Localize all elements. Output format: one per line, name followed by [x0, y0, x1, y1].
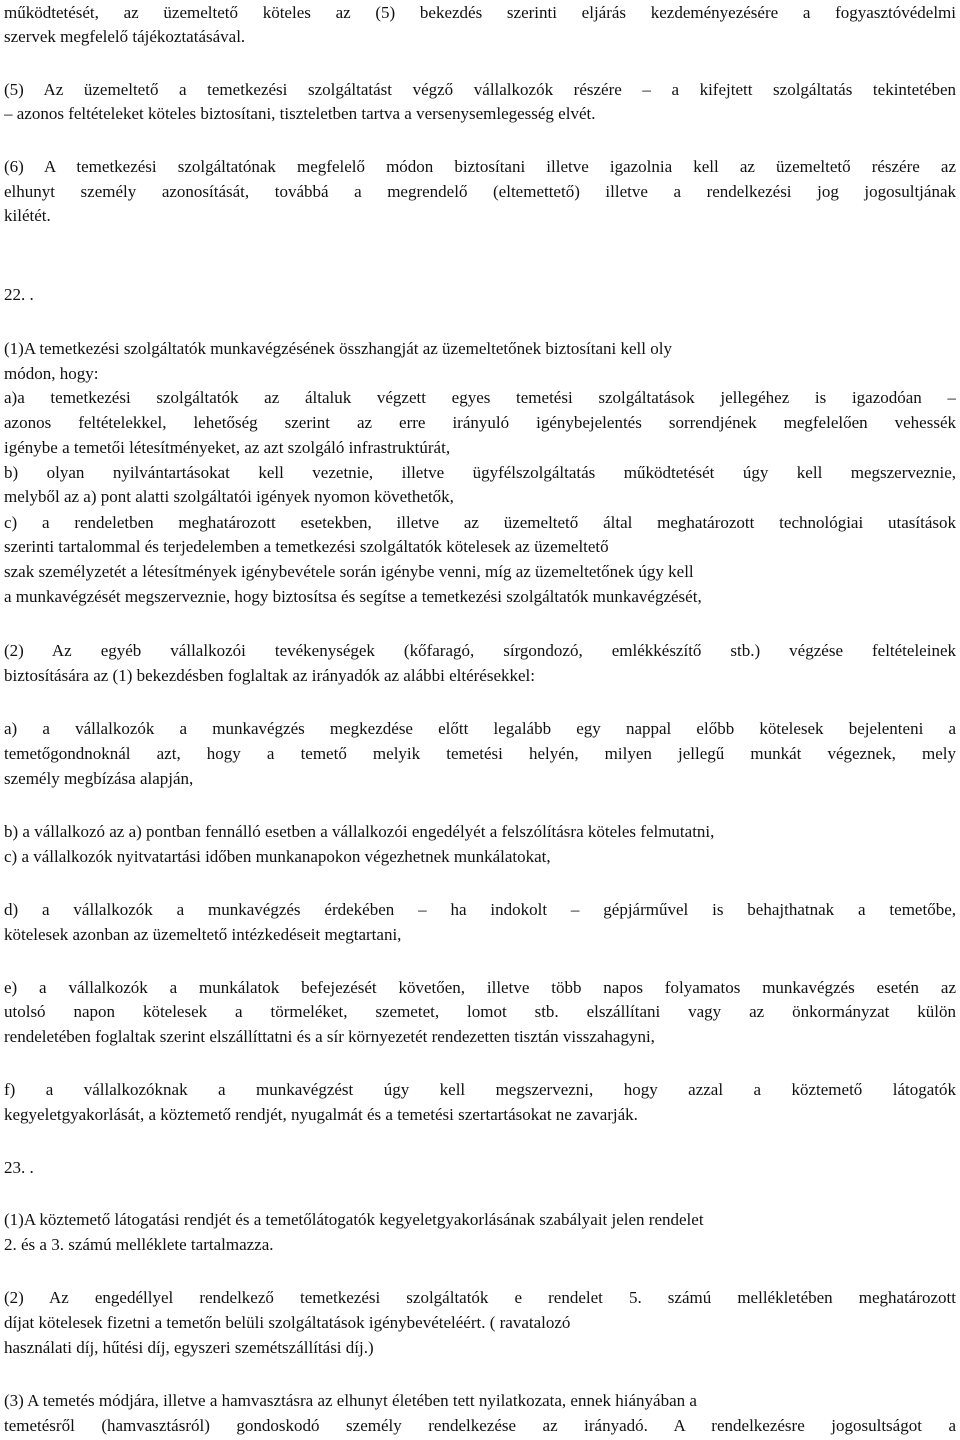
- text-line: biztosítására az (1) bekezdésben foglaltak az irányadók az alábbi eltérésekkel:: [4, 666, 535, 685]
- section-heading: 22. .: [4, 285, 34, 304]
- text-line: a)a temetkezési szolgáltatók az általuk végzett egyes temetési szolgáltatások jellegéhez is igazodóan ‒: [4, 388, 956, 407]
- text-line: b) a vállalkozó az a) pontban fennálló esetben a vállalkozói engedélyét a felszólításra köteles felmutatni,: [4, 822, 715, 841]
- text-line: rendeletében foglaltak szerint elszállíttatni és a sír környezetét rendezetten tisztán visszahagyni,: [4, 1027, 655, 1046]
- text-line: szervek megfelelő tájékoztatásával.: [4, 27, 246, 46]
- text-line: azonos feltételekkel, lehetőség szerint az erre irányuló igénybejelentés sorrendjének megfelelően vehessék: [4, 413, 956, 432]
- text-line: (2) Az engedéllyel rendelkező temetkezési szolgáltatók e rendelet 5. számú mellékletében meghatározott: [4, 1288, 956, 1307]
- text-line: (3) A temetés módjára, illetve a hamvasztásra az elhunyt életében tett nyilatkozata, ennek hiányában a: [4, 1391, 697, 1410]
- text-line: személy megbízása alapján,: [4, 769, 194, 788]
- text-line: f) a vállalkozóknak a munkavégzést úgy kell megszervezni, hogy azzal a köztemető látogatók: [4, 1080, 956, 1099]
- text-line: használati díj, hűtési díj, egyszeri szemétszállítási díj.): [4, 1338, 374, 1357]
- text-line: utolsó napon kötelesek a törmeléket, szemetet, lomot stb. elszállítani vagy az önkormányzat külön: [4, 1002, 956, 1021]
- text-line: b) olyan nyilvántartásokat kell vezetnie, illetve ügyfélszolgáltatás működtetését úgy kell megszerveznie,: [4, 463, 956, 482]
- text-line: kötelesek azonban az üzemeltető intézkedéseit megtartani,: [4, 925, 402, 944]
- text-line: c) a rendeletben meghatározott esetekben, illetve az üzemeltető által meghatározott technológiai utasítások: [4, 513, 956, 532]
- text-line: díjat kötelesek fizetni a temetőn belüli szolgáltatások igénybevételéért. ( ravatalozó: [4, 1313, 571, 1332]
- text-line: működtetését, az üzemeltető köteles az (5) bekezdés szerinti eljárás kezdeményezésére a fogyasztóvédelmi: [4, 3, 956, 22]
- text-line: d) a vállalkozók a munkavégzés érdekében ‒ ha indokolt ‒ gépjárművel is behajthatnak a temetőbe,: [4, 900, 956, 919]
- text-line: (6) A temetkezési szolgáltatónak megfelelő módon biztosítani illetve igazolnia kell az üzemeltető részére az: [4, 157, 956, 176]
- text-line: szerinti tartalommal és terjedelemben a temetkezési szolgáltatók kötelesek az üzemeltető: [4, 537, 609, 556]
- text-line: temetésről (hamvasztásról) gondoskodó személy rendelkezése az irányadó. A rendelkezésre jogosultságot a: [4, 1416, 956, 1435]
- text-line: melyből az a) pont alatti szolgáltatói igények nyomon követhetők,: [4, 487, 454, 506]
- text-line: kilétét.: [4, 206, 51, 225]
- text-line: módon, hogy:: [4, 364, 99, 383]
- text-line: (1)A temetkezési szolgáltatók munkavégzésének összhangját az üzemeltetőnek biztosítani kell oly: [4, 339, 672, 358]
- section-heading: 23. .: [4, 1158, 34, 1177]
- text-line: ‒ azonos feltételeket köteles biztosítani, tiszteletben tartva a versenysemlegesség elvét.: [4, 104, 596, 123]
- text-line: (5) Az üzemeltető a temetkezési szolgáltatást végző vállalkozók részére ‒ a kifejtett szolgáltatás tekintetében: [4, 80, 956, 99]
- text-line: szak személyzetét a létesítmények igénybevétele során igénybe venni, míg az üzemeltetőnek úgy kell: [4, 562, 694, 581]
- text-line: (1)A köztemető látogatási rendjét és a temetőlátogatók kegyeletgyakorlásának szabályait jelen rendelet: [4, 1210, 704, 1229]
- text-line: a) a vállalkozók a munkavégzés megkezdése előtt legalább egy nappal előbb kötelesek bejelenteni a: [4, 719, 956, 738]
- text-line: (2) Az egyéb vállalkozói tevékenységek (kőfaragó, sírgondozó, emlékkészítő stb.) végzése feltételeinek: [4, 641, 956, 660]
- text-line: e) a vállalkozók a munkálatok befejezését követően, illetve több napos folyamatos munkavégzés esetén az: [4, 978, 956, 997]
- text-line: elhunyt személy azonosítását, továbbá a megrendelő (eltemettető) illetve a rendelkezési jog jogosultjának: [4, 182, 956, 201]
- text-line: c) a vállalkozók nyitvatartási időben munkanapokon végezhetnek munkálatokat,: [4, 847, 551, 866]
- text-line: temetőgondnoknál azt, hogy a temető melyik temetési helyén, milyen jellegű munkát végeznek, mely: [4, 744, 956, 763]
- text-line: a munkavégzését megszerveznie, hogy biztosítsa és segítse a temetkezési szolgáltatók munkavégzését,: [4, 587, 702, 606]
- text-line: 2. és a 3. számú melléklete tartalmazza.: [4, 1235, 274, 1254]
- text-line: igénybe a temetői létesítményeket, az azt szolgáló infrastruktúrát,: [4, 438, 451, 457]
- text-line: kegyeletgyakorlását, a köztemető rendjét, nyugalmát és a temetési szertartásokat ne zavarják.: [4, 1105, 638, 1124]
